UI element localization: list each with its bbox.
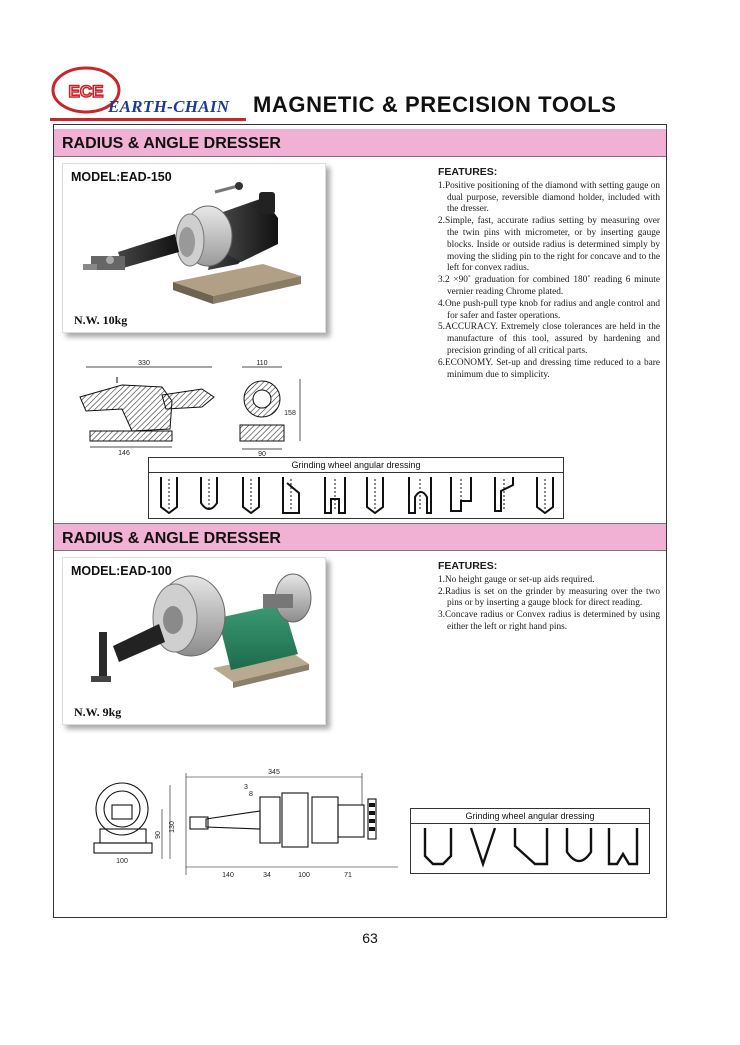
section2-feature-1: 1.No height gauge or set-up aids required. (438, 574, 595, 585)
dim2-overall: 345 (268, 769, 280, 776)
section2-heading: RADIUS & ANGLE DRESSER (62, 530, 281, 547)
dim2-height-a: 130 (169, 821, 176, 833)
dim2-seg2: 34 (263, 872, 271, 879)
section1-feature-6: 6.ECONOMY. Set-up and dressing time reduced to a bare minimum due to simplicity. (438, 357, 660, 380)
section1-technical-drawing (62, 357, 322, 457)
section1-product-photo (62, 163, 326, 333)
dim-height: 158 (284, 410, 296, 417)
section1-feature-4: 4.One push-pull type knob for radius and angle control and for safer and faster operations. (438, 298, 660, 321)
ead150-photo-illustration (63, 164, 327, 334)
section2-net-weight: N.W. 9kg (74, 705, 122, 719)
dim2-base: 100 (116, 858, 128, 865)
section2-model-label: MODEL:EAD-100 (71, 564, 172, 578)
section2-dressing-profiles (411, 824, 651, 874)
section1-dressing-box (148, 457, 564, 519)
section2-features-title: FEATURES: (438, 560, 498, 572)
dim2-seg3: 100 (298, 872, 310, 879)
brand-name: EARTH-CHAIN (108, 97, 230, 116)
logo-text: ECE (68, 82, 104, 101)
section1-dressing-title: Grinding wheel angular dressing (291, 460, 421, 470)
page-number: 63 (362, 930, 378, 946)
section1-model-label: MODEL:EAD-150 (71, 170, 172, 184)
dim2-seg1: 140 (222, 872, 234, 879)
section2-feature-2: 2.Radius is set on the grinder by measuring over the two pins or by inserting a gauge block for direct reading. (438, 586, 660, 609)
section1-heading-band (54, 129, 666, 157)
dim-base: 146 (118, 450, 130, 457)
section2-technical-drawing (82, 765, 412, 883)
section1-net-weight: N.W. 10kg (74, 313, 128, 327)
dim2-fraction-bottom: 8 (249, 791, 253, 798)
section2-product-photo (62, 557, 326, 725)
section1-feature-3: 3.2 ×90˚ graduation for combined 180˚ reading 6 minute vernier reading Chrome plated. (438, 275, 660, 297)
dim2-seg4: 71 (344, 872, 352, 879)
section2-heading-band (54, 523, 666, 551)
section1-features-title: FEATURES: (438, 166, 498, 178)
dim2-fraction-top: 3 (244, 784, 248, 791)
brand-underline (50, 118, 246, 121)
dim-length: 330 (138, 360, 150, 367)
section2-feature-3: 3.Concave radius or Convex radius is determined by using either the left or right hand pins. (438, 610, 660, 632)
section1-feature-1: 1.Positive positioning of the diamond with setting gauge on dual purpose, reversible diamond holder, included with the dresser. (438, 180, 660, 215)
section1-feature-2: 2.Simple, fast, accurate radius setting by measuring over the twin pins with micrometer, or by inserting gauge blocks. Inside or outside radius is determined simply by moving the sliding pin to the right for concave and to the left for convex radius. (438, 216, 660, 274)
dim-width: 110 (256, 360, 268, 367)
ead100-photo-illustration (63, 558, 327, 726)
section1-heading: RADIUS & ANGLE DRESSER (62, 135, 281, 152)
section2-dressing-title: Grinding wheel angular dressing (465, 811, 595, 821)
page-title: MAGNETIC & PRECISION TOOLS (253, 92, 617, 117)
section1-feature-5: 5.ACCURACY. Extremely close tolerances are held in the manufacture of this tool, assured by hardening and precision grinding of all critical parts. (438, 322, 660, 356)
dim-foot: 90 (258, 451, 266, 457)
dim2-height-b: 90 (155, 831, 162, 839)
section2-features (438, 561, 660, 634)
section2-dressing-box (410, 808, 650, 874)
brand-block (50, 66, 250, 122)
section1-dressing-profiles (149, 473, 565, 519)
catalog-frame (53, 124, 667, 918)
section1-features (438, 167, 660, 381)
